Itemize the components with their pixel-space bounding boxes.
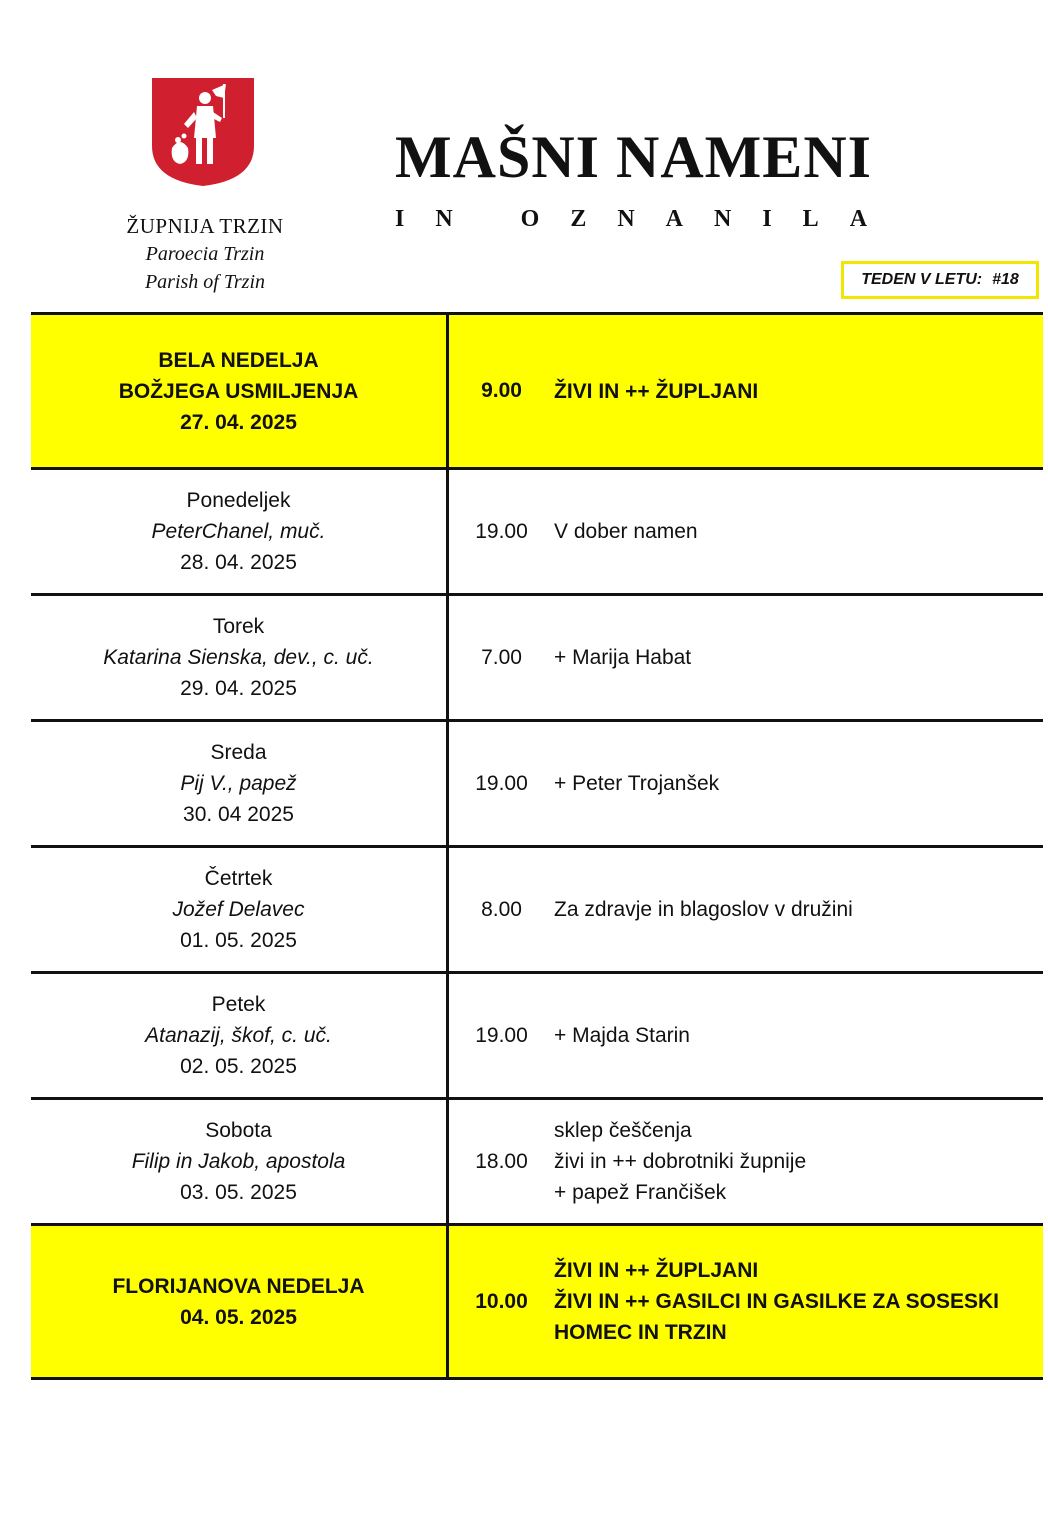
- day-cell: [31, 595, 448, 721]
- day-date: 04. 05. 2025: [180, 1305, 297, 1329]
- time-cell: 19.00: [448, 973, 555, 1099]
- intention-line: ŽIVI IN ++ GASILCI IN GASILKE ZA SOSESKI: [554, 1290, 999, 1313]
- week-of-year-box: [841, 261, 1039, 299]
- saint-name: Jožef Delavec: [172, 898, 305, 921]
- intention-cell: [554, 1099, 1043, 1225]
- day-cell: [31, 314, 448, 469]
- table-row: [31, 469, 1043, 595]
- table-row: [31, 847, 1043, 973]
- day-name: BELA NEDELJA: [158, 348, 319, 372]
- day-name: Četrtek: [204, 867, 273, 890]
- time-cell: 19.00: [448, 721, 555, 847]
- parish-coat-of-arms: [150, 76, 256, 188]
- intention-cell: [554, 847, 1043, 973]
- intention-line: + Peter Trojanšek: [554, 772, 720, 795]
- intention-line: + Majda Starin: [554, 1024, 690, 1047]
- day-cell: [31, 721, 448, 847]
- intention-cell: [554, 595, 1043, 721]
- day-name: FLORIJANOVA NEDELJA: [112, 1274, 365, 1298]
- day-subtitle: BOŽJEGA USMILJENJA: [118, 379, 359, 403]
- intention-line: sklep češčenja: [554, 1119, 692, 1142]
- time-cell: 19.00: [448, 469, 555, 595]
- day-cell: [31, 469, 448, 595]
- time-cell: 7.00: [448, 595, 555, 721]
- page-title: MAŠNI NAMENI: [395, 124, 872, 190]
- day-date: 29. 04. 2025: [180, 677, 297, 700]
- day-date: 01. 05. 2025: [180, 929, 297, 952]
- intention-cell: [554, 721, 1043, 847]
- mass-intentions-table: [31, 312, 1043, 1380]
- day-date: 30. 04 2025: [183, 803, 294, 826]
- day-date: 28. 04. 2025: [180, 551, 297, 574]
- intention-line: + Marija Habat: [554, 646, 692, 669]
- parish-name: ŽUPNIJA TRZIN: [126, 214, 284, 238]
- day-cell: [31, 847, 448, 973]
- week-number: #18: [992, 271, 1019, 288]
- day-cell: [31, 1225, 448, 1379]
- day-name: Ponedeljek: [186, 489, 291, 512]
- intention-cell: [554, 314, 1043, 469]
- intention-cell: [554, 1225, 1043, 1379]
- saint-name: Filip in Jakob, apostola: [131, 1150, 346, 1173]
- saint-name: Atanazij, škof, c. uč.: [145, 1024, 332, 1047]
- saint-name: Katarina Sienska, dev., c. uč.: [103, 646, 374, 669]
- intention-line: Za zdravje in blagoslov v družini: [554, 898, 853, 921]
- table-row: [31, 314, 1043, 469]
- intention-cell: [554, 469, 1043, 595]
- saint-name: Pij V., papež: [180, 772, 297, 795]
- page-subtitle: IN OZNANILA: [395, 206, 899, 232]
- parish-name-english: Parish of Trzin: [144, 271, 266, 293]
- time-cell: 10.00: [448, 1225, 555, 1379]
- day-date: 02. 05. 2025: [180, 1055, 297, 1078]
- intention-line: živi in ++ dobrotniki župnije: [554, 1150, 807, 1173]
- parish-name-block: [100, 212, 310, 296]
- day-cell: [31, 973, 448, 1099]
- intention-line: V dober namen: [554, 520, 698, 543]
- parish-name-latin: Paroecia Trzin: [145, 243, 265, 265]
- table-row: [31, 1099, 1043, 1225]
- time-cell: 9.00: [448, 314, 555, 469]
- table-row: [31, 973, 1043, 1099]
- saint-name: PeterChanel, muč.: [151, 520, 326, 543]
- day-cell: [31, 1099, 448, 1225]
- day-name: Torek: [212, 615, 265, 638]
- day-date: 27. 04. 2025: [180, 410, 297, 434]
- intention-cell: [554, 973, 1043, 1099]
- time-cell: 18.00: [448, 1099, 555, 1225]
- day-name: Sreda: [210, 741, 267, 764]
- week-label: TEDEN V LETU:: [861, 271, 983, 288]
- intention-line: ŽIVI IN ++ ŽUPLJANI: [554, 1259, 759, 1282]
- table-row: [31, 721, 1043, 847]
- time-cell: 8.00: [448, 847, 555, 973]
- table-row: [31, 595, 1043, 721]
- table-row: [31, 1225, 1043, 1379]
- day-name: Sobota: [205, 1119, 272, 1142]
- intention-line: ŽIVI IN ++ ŽUPLJANI: [554, 379, 759, 403]
- intention-line: HOMEC IN TRZIN: [554, 1321, 727, 1344]
- day-name: Petek: [211, 993, 266, 1016]
- day-date: 03. 05. 2025: [180, 1181, 297, 1204]
- intention-line: + papež Frančišek: [554, 1181, 727, 1204]
